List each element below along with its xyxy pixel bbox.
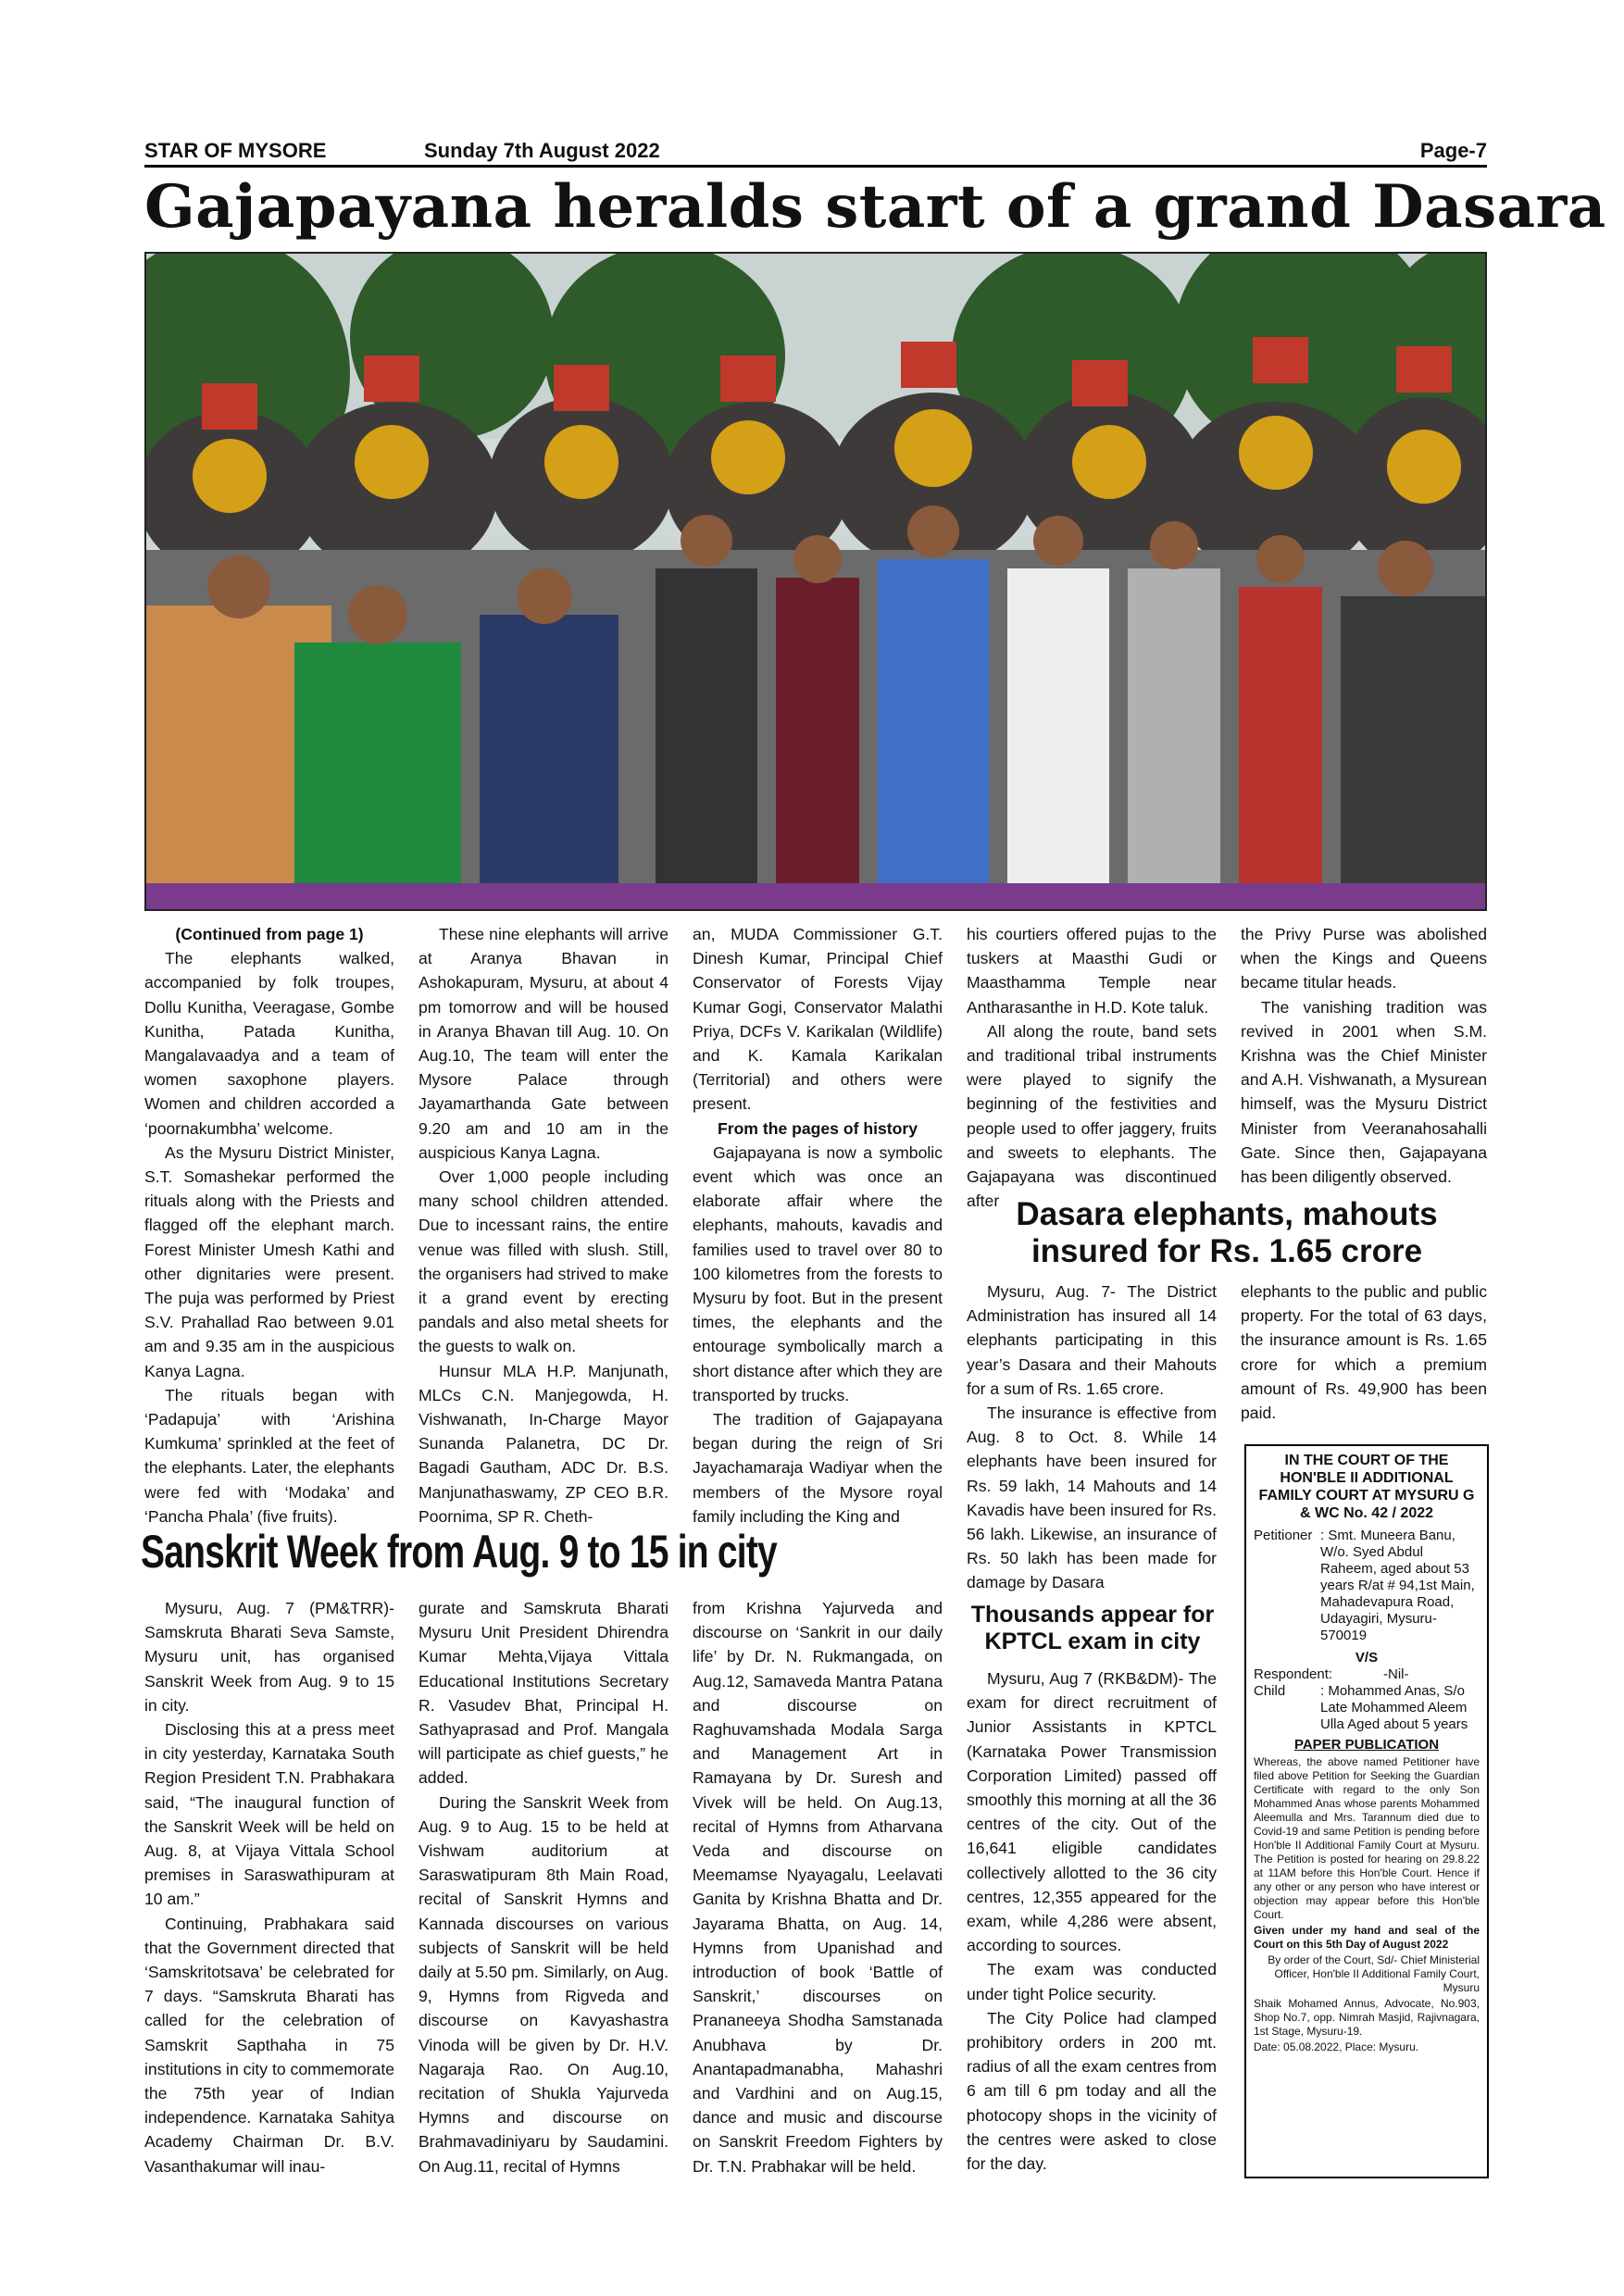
respondent-label: Respondent: [1254,1666,1333,1682]
respondent-value: -Nil- [1383,1666,1409,1682]
elephants-procession-photo [144,252,1487,911]
paragraph: The elephants walked, accompanied by folk troupes, Dollu Kunitha, Veeragase, Gombe Kunitha, Patada Kunitha, Mangalavaadya and a team of women saxophone players. Women and children accorded a ‘poornakumbha’ welcome. [144,949,394,1138]
child-label: Child [1254,1683,1286,1699]
child-value: : Mohammed Anas, S/o Late Mohammed Aleem Ulla Aged about 5 years [1320,1683,1468,1732]
paragraph: Mysuru, Aug. 7- The District Administration has insured all 14 elephants participating in this year’s Dasara and their Mahouts for a sum of Rs. 1.65 crore. [967,1282,1217,1398]
notice-title: IN THE COURT OF THE HON'BLE II ADDITIONAL FAMILY COURT AT MYSURU G & WC No. 42 / 2022 [1258,1453,1475,1521]
paragraph: The tradition of Gajapayana began during the reign of Sri Jayachamaraja Wadiyar when the members of the Mysore royal family including the King and [693,1410,943,1526]
paragraph: Mysuru, Aug 7 (RKB&DM)- The exam for direct recruitment of Junior Assistants in KPTCL (Karnataka Power Transmission Corporation Limited) passed off smoothly this morning at all the 36 centres of the city. Out of the 16,641 eligible candidates collectively allotted to the 36 city centres, 12,355 appeared for the exam, while 4,286 were absent, according to sources. [967,1669,1217,1955]
paragraph: Continuing, Prabhakara said that the Government directed that ‘Samskritotsava’ be celebrated for 7 days. “Samskruta Bharati has called for the celebration of Samskrit Sapthaha in 75 institutions in city to commemorate the 75th year of Indian independence. Karnataka Sahitya Academy Chairman Dr. B.V. Vasanthakumar will inau- [144,1914,394,2176]
notice-body: Whereas, the above named Petitioner have filed above Petition for Seeking the Guardian Certificate with regard to the only Son Mohammed Anas whose parents Mohammed Aleemulla and Mrs. Tarannum died due to Covid-19 and same Petition is pending before Hon'ble II Additional Family Court at Mysuru. The Petition is posted for hearing on 29.8.22 at 11AM before this Hon'ble Court. Hence if any other or any person who have interest or objection may appear before this Hon'ble Court. [1254,1755,1480,1921]
paragraph: his courtiers offered pujas to the tuskers at Maasthi Gudi or Maasthamma Temple near Antharasanthe in H.D. Kote taluk. [967,925,1217,1017]
paper-name: STAR OF MYSORE [144,139,327,162]
photo-illustration [146,254,1487,911]
sanskrit-column-1 [144,1596,394,2178]
sanskrit-column-3 [693,1596,943,2178]
notice-order: By order of the Court, Sd/- Chief Ministerial Officer, Hon'ble II Additional Family Court, Mysuru [1268,1953,1480,1994]
paragraph: (Continued from page 1) [175,925,364,943]
article-column-1 [144,922,394,1529]
notice-vs: V/S [1355,1650,1379,1666]
notice-given: Given under my hand and seal of the Court on this 5th Day of August 2022 [1254,1924,1480,1951]
petitioner-label: Petitioner [1254,1528,1313,1543]
insurance-column-1 [967,1279,1217,1595]
insurance-headline: Dasara elephants, mahouts insured for Rs. 1.65 crore [1016,1196,1438,1270]
paragraph: These nine elephants will arrive at Aranya Bhavan in Ashokapuram, Mysuru, at about 4 pm tomorrow and will be housed in Aranya Bhavan till Aug. 10. On Aug.10, The team will enter the Mysore Palace through Jayamarthanda Gate between 9.20 am and 10 am in the auspicious Kanya Lagna. [418,925,668,1162]
issue-date: Sunday 7th August 2022 [424,139,660,162]
paragraph: Disclosing this at a press meet in city yesterday, Karnataka South Region President T.N. Prabhakara said, “The inaugural function of the Sanskrit Week will be held on Aug. 8, at Vijaya Vittala School premises in Saraswathipuram at 10 am.” [144,1720,394,1909]
kptcl-column [967,1666,1217,2176]
paragraph: The City Police had clamped prohibitory orders in 200 mt. radius of all the exam centres from 6 am till 6 pm today and all the photocopy shops in the vicinity of the centres were asked to close for the day. [967,2008,1217,2174]
paragraph: from Krishna Yajurveda and discourse on ‘Sankrit in our daily life’ by Dr. N. Rukmangada, on Aug.12, Samaveda Mantra Patana and discourse on Raghuvamshada Modala Sarga and Management Art in Ramayana by Dr. Suresh and Vivek will be held. On Aug.13, recital of Hymns from Atharvana Veda and discourse on Meemamse Nyayagalu, Leelavati Ganita by Krishna Bhatta and Dr. Jayarama Bhatta, on Aug. 14, Hymns from Upanishad and introduction of book ‘Battle of Sanskrit,’ discourses on Prananeeya Shodha Samstanada Anubhava by Dr. Anantapadmanabha, Mahashri and Vardhini and on Aug.15, dance and music and discourse on Sanskrit Freedom Fighters by Dr. T.N. Prabhakar will be held. [693,1599,943,2176]
paragraph: The insurance is effective from Aug. 8 to Oct. 8. While 14 elephants have been insured for Rs. 59 lakh, 14 Mahouts and 14 Kavadis have been insured for Rs. 56 lakh. Likewise, an insurance of Rs. 50 lakh has been made for damage by Dasara [967,1404,1217,1592]
notice-petitioner [1254,1528,1480,1644]
paragraph: All along the route, band sets and traditional tribal instruments were played to signify the beginning of the festivities and people used to offer jaggery, fruits and sweets to elephants. The Gajapayana was discontinued after [967,1021,1217,1211]
paragraph: Mysuru, Aug. 7 (PM&TRR)- Samskruta Bharati Seva Samste, Mysuru unit, has organised Sanskrit Week from Aug. 9 to 15 in city. [144,1599,394,1715]
notice-respondent [1254,1666,1480,1683]
notice-advocate: Shaik Mohamed Annus, Advocate, No.903, Shop No.7, opp. Nimrah Masjid, Rajivnagara, 1st Stage, Mysuru-19. [1254,1997,1480,2038]
main-headline: Gajapayana heralds start of a grand Dasara [144,172,1606,242]
paragraph: As the Mysuru District Minister, S.T. Somashekar performed the rituals along with the Priests and flagged off the elephant march. Forest Minister Umesh Kathi and other dignitaries were present. The puja was performed by Priest S.V. Prahallad Rao between 9.01 am and 9.35 am in the auspicious Kanya Lagna. [144,1142,394,1380]
paragraph: the Privy Purse was abolished when the Kings and Queens became titular heads. [1241,925,1487,992]
notice-child [1254,1683,1480,1733]
petitioner-value: : Smt. Muneera Banu, W/o. Syed Abdul Raheem, aged about 53 years R/at # 94,1st Main, Mahadevapura Road, Udayagiri, Mysuru-570019 [1320,1528,1475,1643]
paragraph: From the pages of history [717,1118,918,1138]
paragraph: an, MUDA Commissioner G.T. Dinesh Kumar, Principal Chief Conservator of Forests Vijay Kumar Gogi, Conservator Malathi Priya, DCFs V. Karikalan (Wildlife) and K. Kamala Karikalan (Territorial) and others were present. [693,925,943,1114]
paragraph: The rituals began with ‘Padapuja’ with ‘Arishina Kumkuma’ sprinkled at the feet of the elephants. Later, the elephants were fed with ‘Modaka’ and ‘Pancha Phala’ (five fruits). [144,1385,394,1526]
masthead-rule [144,165,1487,168]
article-column-3 [693,922,943,1529]
article-column-5 [1241,922,1487,1189]
paragraph: The exam was conducted under tight Police security. [967,1960,1217,2003]
sanskrit-headline: Sanskrit Week from Aug. 9 to 15 in city [141,1526,777,1578]
court-notice [1244,1444,1489,2178]
article-column-4 [967,922,1217,1213]
sanskrit-column-2 [418,1596,668,2178]
paragraph: elephants to the public and public property. For the total of 63 days, the insurance amount is Rs. 1.65 crore for which a premium amount of Rs. 49,900 has been paid. [1241,1282,1487,1423]
paragraph: Over 1,000 people including many school children attended. Due to incessant rains, the entire venue was filled with slush. Still, the organisers had strived to make it a grand event by erecting pandals and also metal sheets for the guests to walk on. [418,1167,668,1356]
paragraph: The vanishing tradition was revived in 2001 when S.M. Krishna was the Chief Minister and A.H. Vishwanath, a Mysurean himself, was the Mysuru District Minister from Veeranahosahalli Gate. Since then, Gajapayana has been diligently observed. [1241,997,1487,1187]
paragraph: During the Sanskrit Week from Aug. 9 to Aug. 15 to be held at Vishwam auditorium at Saraswatipuram 8th Main Road, recital of Sanskrit Hymns and Kannada discourses on various subjects of Sanskrit will be held daily at 5.50 pm. Similarly, on Aug. 9, Hymns from Rigveda and discourse on Kavyashastra Vinoda will be given by Dr. H.V. Nagaraja Rao. On Aug.10, recitation of Shukla Yajurveda Hymns and discourse on Brahmavadiniyaru by Saudamini. On Aug.11, recital of Hymns [418,1792,668,2176]
insurance-column-2 [1241,1279,1487,1425]
article-column-2 [418,922,668,1529]
paragraph: gurate and Samskruta Bharati Mysuru Unit President Dhirendra Kumar Mehta,Vijaya Vittala Educational Institutions Secretary R. Vasudev Bhat, Principal H. Sathyaprasad and Prof. Mangala will participate as chief guests,” he added. [418,1599,668,1788]
page-number: Page-7 [1419,139,1487,162]
kptcl-headline: Thousands appear for KPTCL exam in city [970,1602,1215,1654]
publication-title: PAPER PUBLICATION [1293,1737,1440,1753]
paragraph: Gajapayana is now a symbolic event which was once an elaborate affair where the elephants, mahouts, kavadis and families used to travel over 80 to 100 kilometres from the forests to Mysuru by foot. But in the present times, the elephants and the entourage symbolically march a short distance after which they are transported by trucks. [693,1142,943,1404]
paragraph: Hunsur MLA H.P. Manjunath, MLCs C.N. Manjegowda, H. Vishwanath, In-Charge Mayor Sunanda Palanetra, DC Dr. Bagadi Gautham, ADC Dr. B.S. Manjunathaswamy, ZP CEO B.R. Poornima, SP R. Cheth- [418,1361,668,1526]
notice-date: Date: 05.08.2022, Place: Mysuru. [1254,2040,1419,2053]
